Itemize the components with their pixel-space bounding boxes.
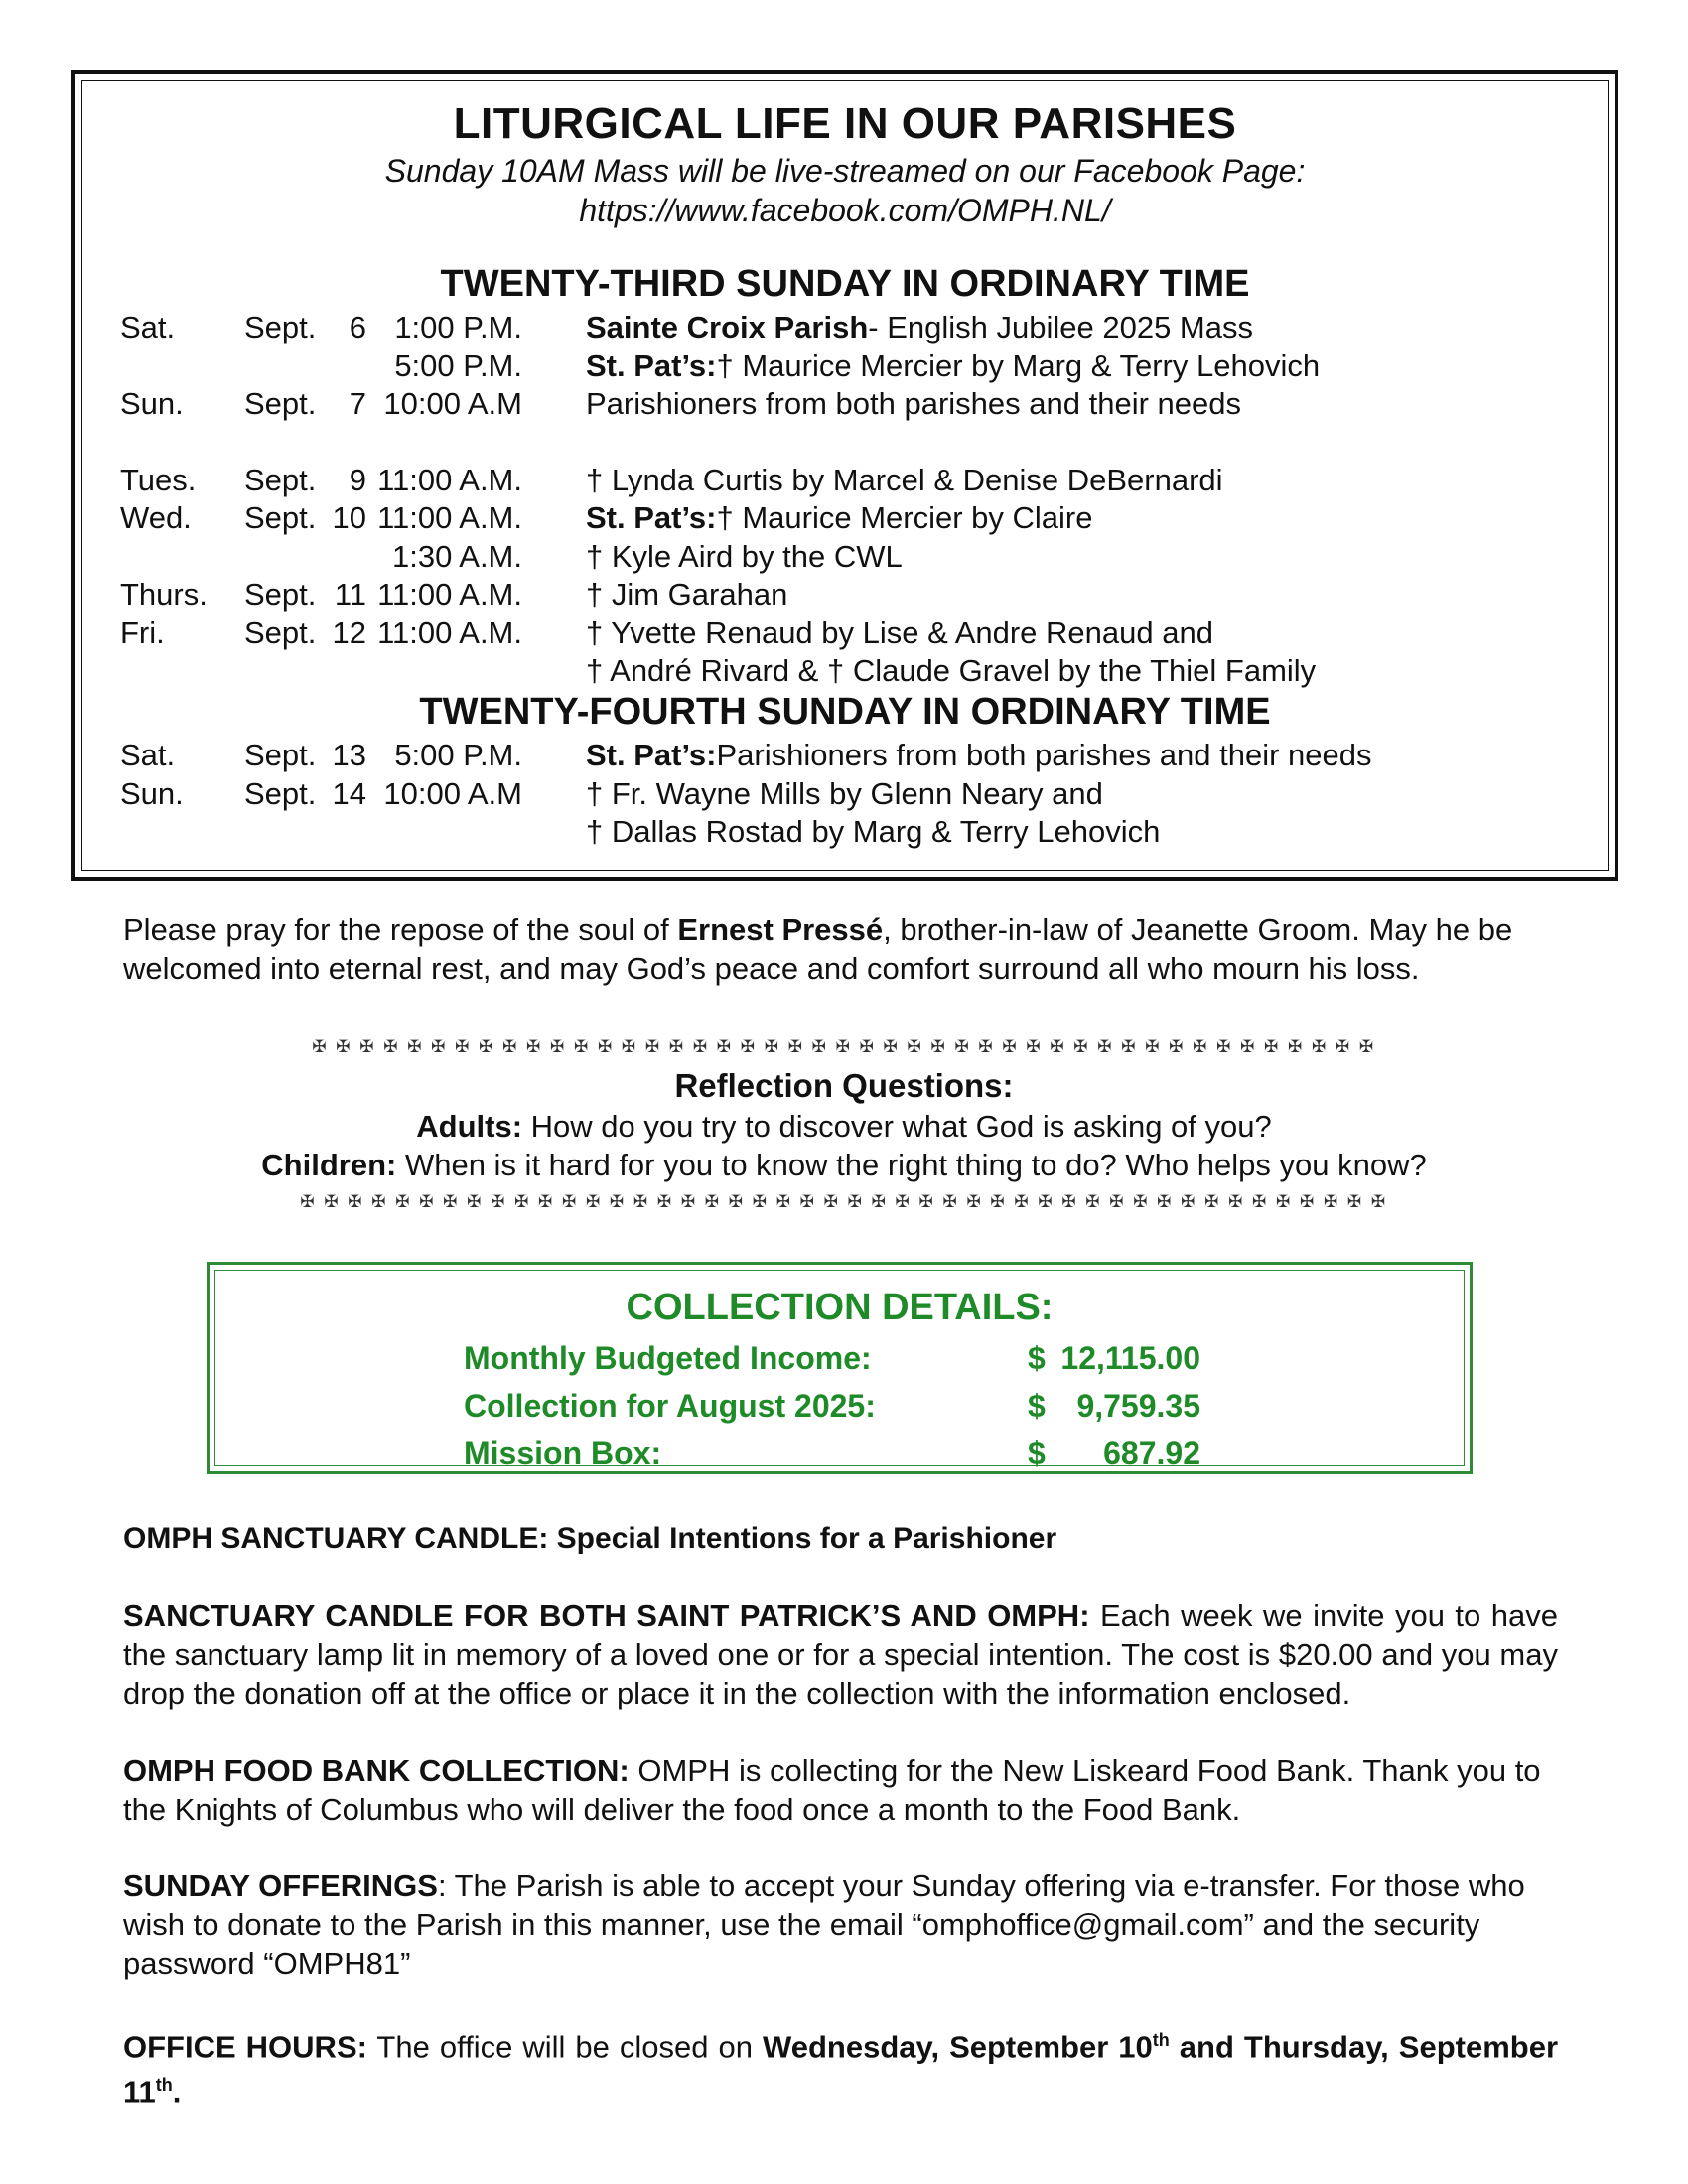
- schedule-row: [82, 776, 1608, 814]
- schedule-row: [82, 463, 1608, 500]
- schedule-day: Sun.: [120, 386, 184, 421]
- liturgy-title: LITURGICAL LIFE IN OUR PARISHES: [453, 99, 1237, 148]
- adults-label: Adults:: [416, 1109, 523, 1144]
- ordinal-suffix: th: [155, 2075, 173, 2096]
- schedule-row: [82, 814, 1608, 852]
- schedule-intention-text: Parishioners from both parishes and their needs: [716, 738, 1372, 772]
- schedule-location: Sainte Croix Parish: [586, 310, 869, 344]
- collection-row: [215, 1435, 1464, 1479]
- collection-currency: $: [1028, 1340, 1046, 1376]
- sunday-2-title: TWENTY-FOURTH SUNDAY IN ORDINARY TIME: [419, 691, 1271, 733]
- schedule-date: 10: [332, 500, 366, 535]
- schedule-day: Thurs.: [120, 577, 208, 612]
- schedule-time: 10:00 A.M: [383, 775, 522, 811]
- collection-amount: 12,115.00: [1060, 1340, 1200, 1376]
- schedule-location: St. Pat’s:: [586, 347, 717, 383]
- omph-candle-notice: OMPH SANCTUARY CANDLE: Special Intentions for a Parishioner: [123, 1522, 1057, 1555]
- schedule-intention-text: † André Rivard & † Claude Gravel by the Thiel Family: [586, 653, 1317, 688]
- prayer-notice: [123, 910, 1558, 988]
- prayer-text-before: Please pray for the repose of the soul of: [123, 912, 678, 947]
- schedule-time: 1:30 A.M.: [392, 538, 522, 574]
- schedule-day: Fri.: [120, 614, 165, 650]
- adults-question: How do you try to discover what God is asking of you?: [522, 1109, 1272, 1144]
- schedule-intention-text: † Maurice Mercier by Marg & Terry Lehovich: [716, 347, 1321, 383]
- schedule-intention-text: † Kyle Aird by the CWL: [586, 538, 903, 574]
- schedule-day: Sat.: [120, 310, 176, 344]
- schedule-row: [82, 348, 1608, 386]
- schedule-month: Sept.: [244, 614, 317, 650]
- schedule-date: 12: [332, 614, 366, 650]
- office-closed-day-1: Wednesday, September 10: [763, 2029, 1153, 2065]
- schedule-time: 1:00 P.M.: [394, 310, 522, 344]
- liturgy-box: [71, 70, 1618, 881]
- schedule-date: 14: [332, 775, 366, 811]
- liturgy-box-inner: [81, 80, 1609, 871]
- cross-divider-bottom: ✠ ✠ ✠ ✠ ✠ ✠ ✠ ✠ ✠ ✠ ✠ ✠ ✠ ✠ ✠ ✠ ✠ ✠ ✠ ✠ ✠ ✠ ✠ ✠ ✠ ✠ ✠ ✠ ✠ ✠ ✠ ✠ ✠ ✠ ✠ ✠ ✠ ✠ ✠ ✠ ✠ ✠ ✠ ✠ ✠ ✠: [300, 1192, 1388, 1211]
- schedule-row: [82, 310, 1608, 347]
- food-bank-heading: OMPH FOOD BANK COLLECTION:: [123, 1753, 630, 1788]
- collection-row: [215, 1388, 1464, 1432]
- office-hours-heading: OFFICE HOURS:: [123, 2029, 367, 2065]
- schedule-month: Sept.: [244, 500, 317, 535]
- collection-label: Mission Box:: [464, 1435, 662, 1471]
- ordinal-suffix: th: [1152, 2030, 1170, 2050]
- schedule-row: [82, 615, 1608, 653]
- food-bank-notice: [123, 1751, 1558, 1829]
- schedule-time: 5:00 P.M.: [394, 738, 522, 772]
- sanctuary-candle-heading: SANCTUARY CANDLE FOR BOTH SAINT PATRICK’S AND OMPH:: [123, 1598, 1090, 1633]
- sanctuary-candle-notice: [123, 1596, 1558, 1712]
- schedule-intention-text: - English Jubilee 2025 Mass: [868, 310, 1253, 344]
- schedule-intention-text: † Maurice Mercier by Claire: [716, 500, 1093, 535]
- sunday-1-title: TWENTY-THIRD SUNDAY IN ORDINARY TIME: [440, 263, 1250, 305]
- facebook-link[interactable]: https://www.facebook.com/OMPH.NL/: [579, 193, 1111, 228]
- office-hours-text: The office will be closed on: [366, 2029, 764, 2065]
- schedule-day: Sun.: [120, 775, 184, 811]
- schedule-row: [82, 577, 1608, 614]
- collection-box-inner: [214, 1270, 1465, 1471]
- sunday-offerings-text: : The Parish is able to accept your Sunday offering via e-transfer. For those who wish to donate to the Parish in this manner, use the email “omphoffice@gmail.com” and the security password “OMPH81”: [123, 1868, 1525, 1980]
- deceased-name: Ernest Pressé: [677, 912, 884, 947]
- schedule-intention-text: † Dallas Rostad by Marg & Terry Lehovich: [586, 814, 1161, 849]
- reflection-title: Reflection Questions:: [674, 1067, 1014, 1104]
- schedule-intention: [586, 347, 1321, 384]
- schedule-time: 10:00 A.M: [383, 386, 522, 421]
- collection-label: Monthly Budgeted Income:: [464, 1340, 872, 1376]
- cross-divider-top: ✠ ✠ ✠ ✠ ✠ ✠ ✠ ✠ ✠ ✠ ✠ ✠ ✠ ✠ ✠ ✠ ✠ ✠ ✠ ✠ ✠ ✠ ✠ ✠ ✠ ✠ ✠ ✠ ✠ ✠ ✠ ✠ ✠ ✠ ✠ ✠ ✠ ✠ ✠ ✠ ✠ ✠ ✠ ✠ ✠: [312, 1037, 1376, 1056]
- schedule-day: Wed.: [120, 500, 192, 535]
- sunday-offerings-notice: [123, 1866, 1558, 1982]
- schedule-month: Sept.: [244, 577, 317, 612]
- schedule-day: Sat.: [120, 738, 176, 772]
- schedule-intention-text: † Yvette Renaud by Lise & Andre Renaud and: [586, 614, 1213, 650]
- schedule-date: 13: [332, 738, 366, 772]
- office-closed-day-2: and Thursday, September 11: [123, 2029, 1559, 2110]
- schedule-row: [82, 500, 1608, 538]
- schedule-row: [82, 738, 1608, 775]
- schedule-month: Sept.: [244, 775, 317, 811]
- sunday-offerings-heading: SUNDAY OFFERINGS: [123, 1868, 438, 1903]
- children-question: When is it hard for you to know the right thing to do? Who helps you know?: [396, 1148, 1427, 1182]
- collection-currency: $: [1028, 1388, 1046, 1424]
- schedule-time: 11:00 A.M.: [377, 462, 522, 497]
- collection-label: Collection for August 2025:: [464, 1388, 876, 1424]
- reflection-adults: [0, 1109, 1688, 1145]
- schedule-month: Sept.: [244, 462, 317, 497]
- collection-title: COLLECTION DETAILS:: [626, 1287, 1054, 1328]
- schedule-date: 11: [334, 577, 366, 612]
- schedule-row: [82, 653, 1608, 691]
- schedule-time: 5:00 P.M.: [394, 347, 522, 383]
- collection-amount: 9,759.35: [1076, 1388, 1200, 1424]
- schedule-month: Sept.: [244, 386, 317, 421]
- schedule-intention-text: † Lynda Curtis by Marcel & Denise DeBernardi: [586, 462, 1223, 497]
- schedule-date: 9: [349, 462, 366, 497]
- schedule-date: 6: [349, 310, 366, 344]
- livestream-notice: Sunday 10AM Mass will be live-streamed on our Facebook Page:: [384, 153, 1306, 189]
- schedule-intention-text: Parishioners from both parishes and their needs: [586, 386, 1241, 421]
- collection-amount: 687.92: [1103, 1435, 1200, 1471]
- schedule-intention-text: † Fr. Wayne Mills by Glenn Neary and: [586, 775, 1103, 811]
- office-hours-notice: [123, 2021, 1558, 2112]
- schedule-time: 11:00 A.M.: [377, 500, 522, 535]
- schedule-row: [82, 539, 1608, 577]
- schedule-month: Sept.: [244, 310, 317, 344]
- collection-box: [207, 1262, 1473, 1474]
- reflection-children: [0, 1148, 1688, 1183]
- schedule-location: St. Pat’s:: [586, 738, 717, 772]
- schedule-intention: [586, 738, 1372, 773]
- schedule-time: 11:00 A.M.: [377, 614, 522, 650]
- prayer-text-after: , brother-in-law of Jeanette Groom. May he be welcomed into eternal rest, and may God’s peace and comfort surround all who mourn his loss.: [123, 912, 1513, 986]
- children-label: Children:: [261, 1148, 397, 1182]
- schedule-intention: [586, 310, 1253, 345]
- sanctuary-candle-text: Each week we invite you to have the sanctuary lamp lit in memory of a loved one or for a special intention. The cost is $20.00 and you may drop the donation off at the office or place it in the collection with the information enclosed.: [123, 1598, 1558, 1710]
- schedule-intention-text: † Jim Garahan: [586, 577, 788, 612]
- office-hours-end: .: [172, 2074, 182, 2110]
- schedule-time: 11:00 A.M.: [377, 577, 522, 612]
- collection-row: [215, 1340, 1464, 1384]
- food-bank-text: OMPH is collecting for the New Liskeard Food Bank. Thank you to the Knights of Columbus who will deliver the food once a month to the Food Bank.: [123, 1753, 1541, 1827]
- schedule-day: Tues.: [120, 462, 197, 497]
- schedule-date: 7: [349, 386, 366, 421]
- schedule-month: Sept.: [244, 738, 317, 772]
- collection-currency: $: [1028, 1435, 1046, 1471]
- schedule-row: [82, 386, 1608, 424]
- schedule-location: St. Pat’s:: [586, 500, 717, 535]
- schedule-intention: [586, 500, 1093, 536]
